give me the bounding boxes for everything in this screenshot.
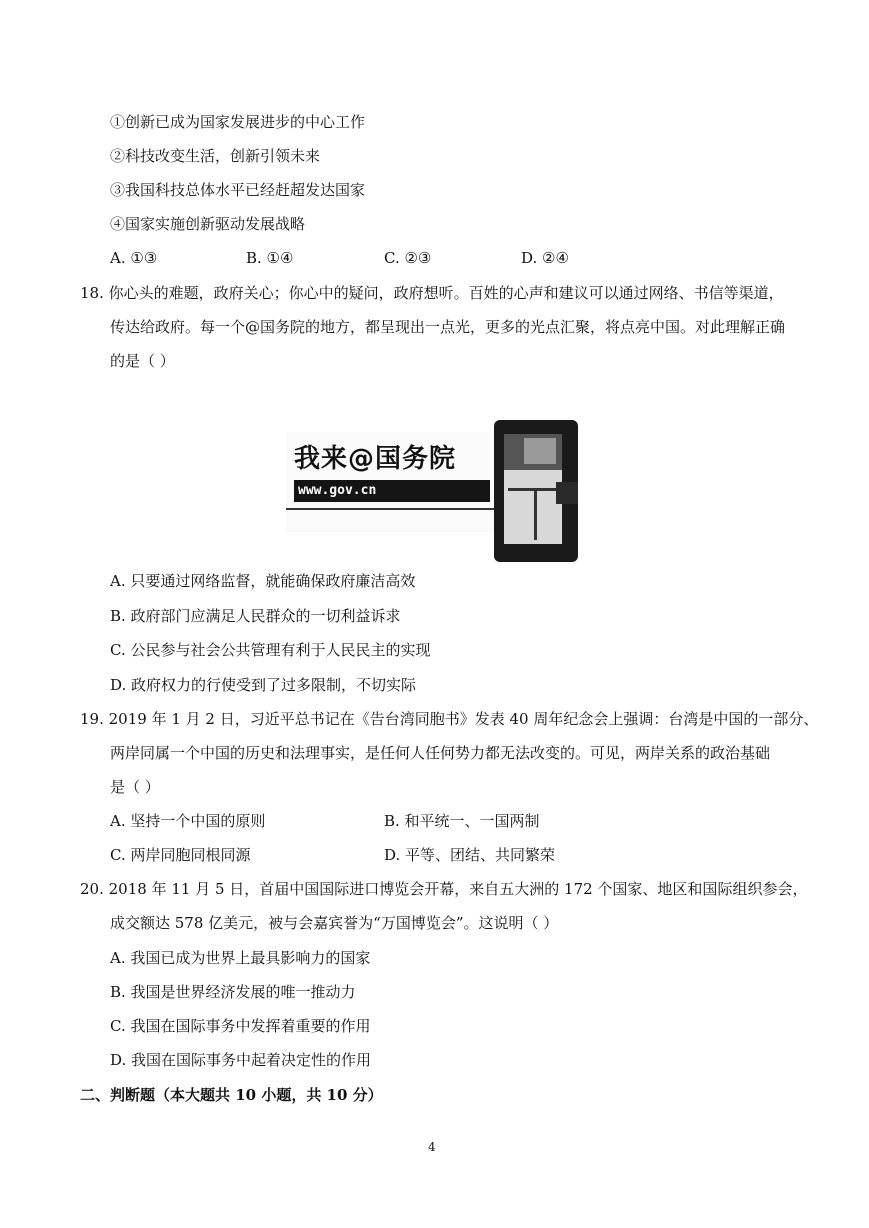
q19-option-a: A. 坚持一个中国的原则 — [110, 812, 266, 830]
q19-option-b: B. 和平统一、一国两制 — [384, 812, 540, 830]
phone-screen-line — [508, 488, 558, 491]
figure-url: www.gov.cn — [298, 483, 377, 498]
q20-option-b: B. 我国是世界经济发展的唯一推动力 — [110, 983, 356, 1001]
q20-option-a: A. 我国已成为世界上最具影响力的国家 — [110, 949, 371, 967]
q18-line-1: 18. 你心头的难题，政府关心；你心中的疑问，政府想听。百姓的心声和建议可以通过网络、书信等渠道， — [80, 284, 784, 302]
statement-item-4: ④国家实施创新驱动发展战略 — [110, 215, 306, 233]
figure-divider — [286, 508, 494, 510]
q18-option-d: D. 政府权力的行使受到了过多限制，不切实际 — [110, 676, 417, 694]
q18-option-c: C. 公民参与社会公共管理有利于人民民主的实现 — [110, 641, 431, 659]
section-heading: 二、判断题（本大题共 10 小题，共 10 分） — [80, 1086, 383, 1104]
page-number: 4 — [428, 1140, 436, 1154]
phone-icon — [494, 420, 578, 562]
q18-line-3: 的是（ ） — [110, 352, 175, 370]
q20-line-2: 成交额达 578 亿美元，被与会嘉宾誉为“万国博览会”。这说明（ ） — [110, 914, 559, 932]
q18-option-a: A. 只要通过网络监督，就能确保政府廉洁高效 — [110, 572, 416, 590]
gov-website-figure — [286, 420, 578, 562]
statement-item-1: ①创新已成为国家发展进步的中心工作 — [110, 113, 366, 131]
q20-line-1: 20. 2018 年 11 月 5 日，首届中国国际进口博览会开幕，来自五大洲的 172 个国家、地区和国际组织参会， — [80, 880, 808, 898]
option-d: D. ②④ — [521, 249, 569, 267]
q19-line-2: 两岸同属一个中国的历史和法理事实，是任何人任何势力都无法改变的。可见，两岸关系的政治基础 — [110, 744, 771, 762]
q20-option-c: C. 我国在国际事务中发挥着重要的作用 — [110, 1017, 371, 1035]
option-a: A. ①③ — [110, 249, 158, 267]
figure-title: 我来@国务院 — [294, 444, 457, 474]
q20-option-d: D. 我国在国际事务中起着决定性的作用 — [110, 1051, 372, 1069]
option-b: B. ①④ — [246, 249, 294, 267]
q19-line-3: 是（ ） — [110, 778, 160, 796]
q19-option-d: D. 平等、团结、共同繁荣 — [384, 846, 556, 864]
phone-side-block — [556, 482, 578, 504]
q18-line-2: 传达给政府。每一个@国务院的地方，都呈现出一点光，更多的光点汇聚，将点亮中国。对此理解正确 — [110, 318, 786, 336]
q19-option-c: C. 两岸同胞同根同源 — [110, 846, 251, 864]
option-c: C. ②③ — [384, 249, 432, 267]
statement-item-3: ③我国科技总体水平已经赶超发达国家 — [110, 181, 366, 199]
q18-option-b: B. 政府部门应满足人民群众的一切利益诉求 — [110, 607, 401, 625]
statement-item-2: ②科技改变生活，创新引领未来 — [110, 147, 321, 165]
q19-line-1: 19. 2019 年 1 月 2 日，习近平总书记在《告台湾同胞书》发表 40 周年纪念会上强调：台湾是中国的一部分、 — [80, 710, 819, 728]
phone-screen-divider — [534, 490, 537, 540]
phone-screen-image — [524, 438, 556, 464]
